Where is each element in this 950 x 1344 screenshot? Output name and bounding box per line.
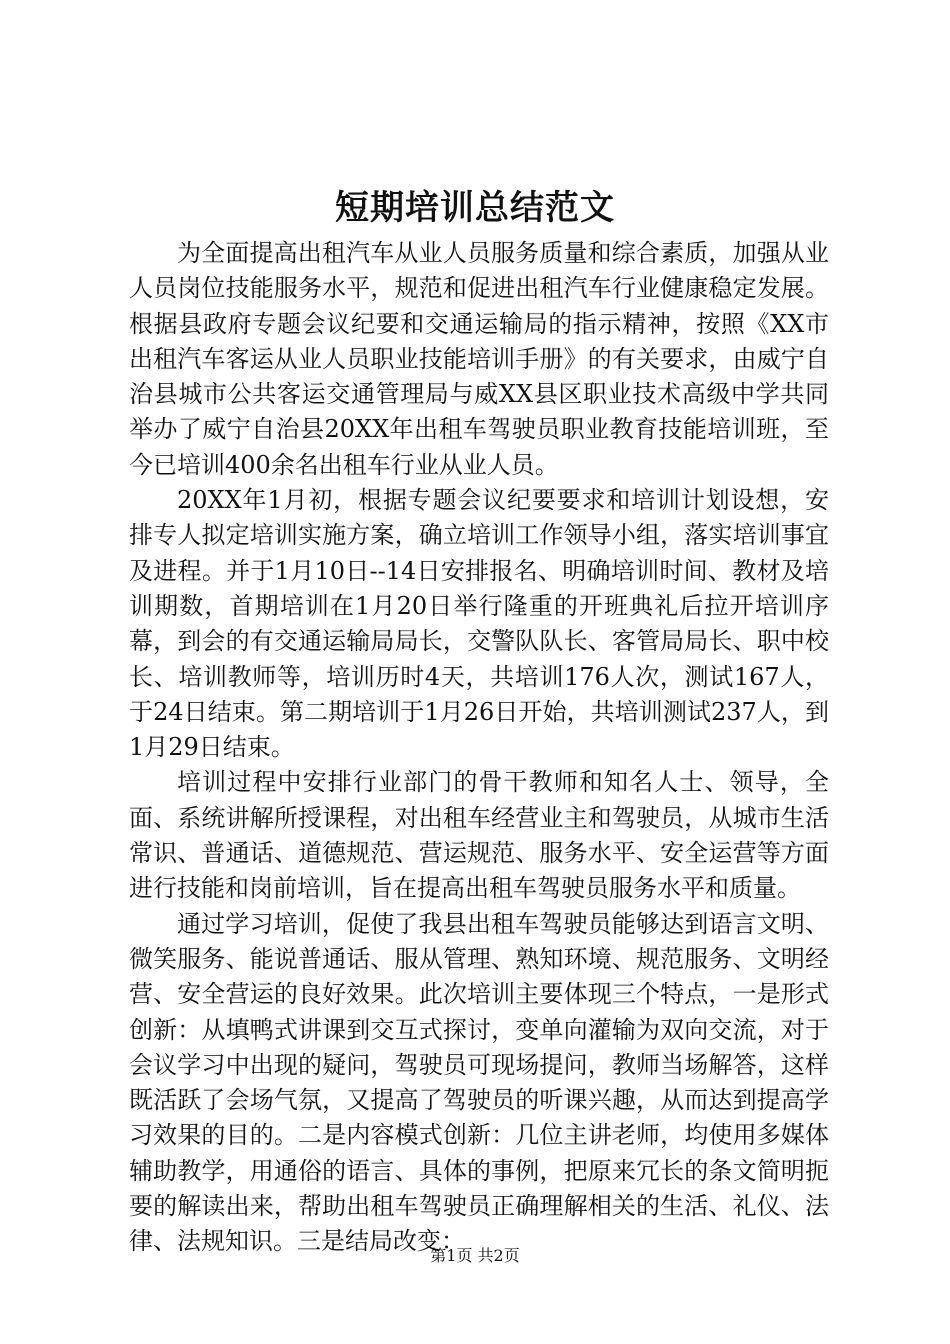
- paragraph-2: 20XX年1月初，根据专题会议纪要要求和培训计划设想，安排专人拟定培训实施方案，确立培训工作领导小组，落实培训事宜及进程。并于1月10日--14日安排报名、明确培训时间、教材及培训期数，首期培训在1月20日举行隆重的开班典礼后拉开培训序幕，到会的有交通运输局局长，交警队队长、客管局局长、职中校长、培训教师等，培训历时4天，共培训176人次，测试167人，于24日结束。第二期培训于1月26日开始，共培训测试237人，到1月29日结束。: [129, 486, 829, 762]
- document-title: 短期培训总结范文: [335, 188, 615, 228]
- document-body: [129, 236, 829, 1260]
- page-footer: 第1页 共2页: [430, 1246, 520, 1265]
- paragraph-1: 为全面提高出租汽车从业人员服务质量和综合素质，加强从业人员岗位技能服务水平，规范和促进出租汽车行业健康稳定发展。根据县政府专题会议纪要和交通运输局的指示精神，按照《XX市出租汽车客运从业人员职业技能培训手册》的有关要求，由威宁自治县城市公共客运交通管理局与威XX县区职业技术高级中学共同举办了威宁自治县20XX年出租车驾驶员职业教育技能培训班，至今已培训400余名出租车行业从业人员。: [129, 239, 829, 479]
- paragraph-4: 通过学习培训，促使了我县出租车驾驶员能够达到语言文明、微笑服务、能说普通话、服从管理、熟知环境、规范服务、文明经营、安全营运的良好效果。此次培训主要体现三个特点，一是形式创新：从填鸭式讲课到交互式探讨，变单向灌输为双向交流，对于会议学习中出现的疑问，驾驶员可现场提问，教师当场解答，这样既活跃了会场气氛，又提高了驾驶员的听课兴趣，从而达到提高学习效果的目的。二是内容模式创新：几位主讲老师，均使用多媒体辅助教学，用通俗的语言、具体的事例，把原来冗长的条文简明扼要的解读出来，帮助出租车驾驶员正确理解相关的生活、礼仪、法律、法规知识。三是结局改变：: [129, 909, 829, 1256]
- paragraph-3: 培训过程中安排行业部门的骨干教师和知名人士、领导，全面、系统讲解所授课程，对出租车经营业主和驾驶员，从城市生活常识、普通话、道德规范、营运规范、服务水平、安全运营等方面进行技能和岗前培训，旨在提高出租车驾驶员服务水平和质量。: [129, 768, 829, 903]
